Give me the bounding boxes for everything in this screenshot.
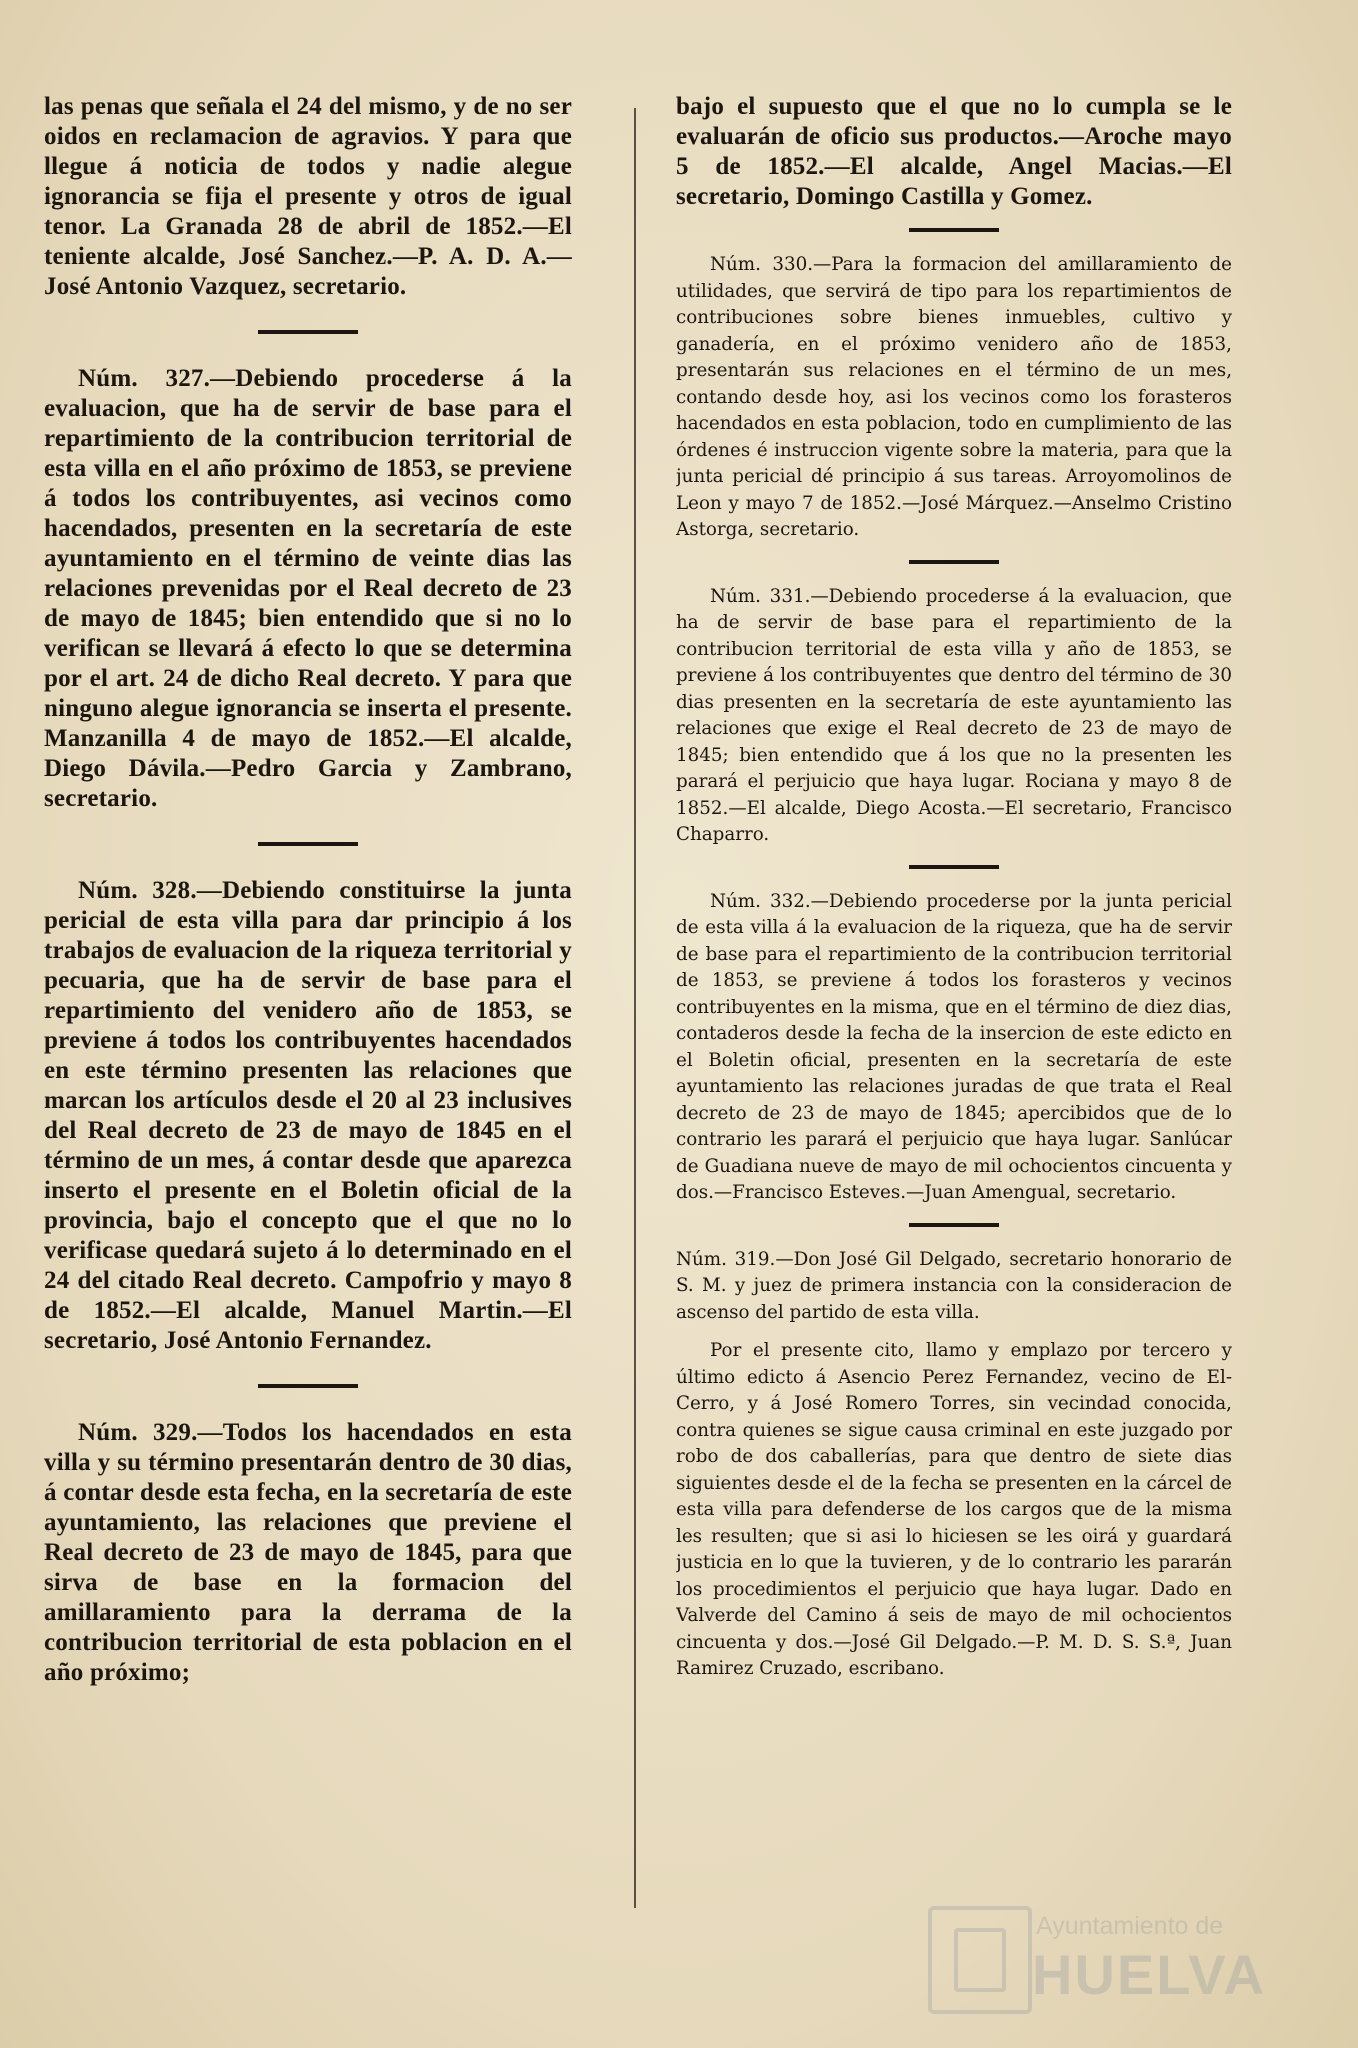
notice-332: Núm. 332.—Debiendo procederse por la junta pericial de esta villa á la evaluacion de la riqueza, que ha de servir de base para el repartimiento de la contribucion territorial de 1853, se previene á todos los forasteros y vecinos contribuyentes en la misma, que en el término de diez dias, contaderos desde la fecha de la insercion de este edicto en el Boletin oficial, presenten en la secretaría de este ayuntamiento las relaciones juradas de que trata el Real decreto de 23 de mayo de 1845; apercibidos que de lo contrario les parará el perjuicio que haya lugar. Sanlúcar de Guadiana nueve de mayo de mil ochocientos cincuenta y dos.—Francisco Esteves.—Juan Amengual, secretario. [676,890,1232,1203]
section-rule [909,560,999,564]
notice-327: Núm. 327.—Debiendo procederse á la evaluacion, que ha de servir de base para el repartimiento de la contribucion territorial de esta villa en el año próximo de 1853, se previene á todos los contribuyentes, asi vecinos como hacendados, presenten en la secretaría de este ayuntamiento en el término de veinte dias las relaciones prevenidas por el Real decreto de 23 de mayo de 1845; bien entendido que si no lo verifican se llevará á efecto lo que se determina por el art. 24 de dicho Real decreto. Y para que ninguno alegue ignorancia se inserta el presente. Manzanilla 4 de mayo de 1852.—El alcalde, Diego Dávila.—Pedro Garcia y Zambrano, secretario. [44,365,572,812]
right-column [676,92,1232,2008]
watermark-line2: HUELVA [1032,1943,1266,2006]
notice-328: Núm. 328.—Debiendo constituirse la junta pericial de esta villa para dar principio á los trabajos de evaluacion de la riqueza territorial y pecuaria, que ha de servir de base para el repartimiento del venidero año de 1853, se previene á todos los contribuyentes hacendados en este término presenten las relaciones que marcan los artículos desde el 20 al 23 inclusives del Real decreto de 23 de mayo de 1845 en el término de un mes, á contar desde que aparezca inserto el presente en el Boletin oficial de la provincia, bajo el concepto que el que no lo verificase quedará sujeto á lo determinado en el 24 del citado Real decreto. Campofrio y mayo 8 de 1852.—El alcalde, Manuel Martin.—El secretario, José Antonio Fernandez. [44,877,572,1354]
notice-319-heading: Núm. 319.—Don José Gil Delgado, secretario honorario de S. M. y juez de primera instancia con la consideracion de ascenso del partido de esta villa. [676,1248,1232,1323]
section-rule [909,1223,999,1227]
section-rule [258,330,358,334]
left-column [44,92,572,2008]
notice-329-continuation: bajo el supuesto que el que no lo cumpla se le evaluarán de oficio sus productos.—Aroche mayo 5 de 1852.—El alcalde, Angel Macias.—El secretario, Domingo Castilla y Gomez. [676,93,1232,210]
notice-331: Núm. 331.—Debiendo procederse á la evaluacion, que ha de servir de base para el repartimiento de la contribucion territorial de esta villa y año de 1853, se previene á los contribuyentes que dentro del término de 30 dias presenten en la secretaría de este ayuntamiento las relaciones que exige el Real decreto de 23 de mayo de 1845; bien entendido que á los que no la presenten les parará el perjuicio que haya lugar. Rociana y mayo 8 de 1852.—El alcalde, Diego Acosta.—El secretario, Francisco Chaparro. [676,585,1232,845]
archive-watermark [928,1902,1288,2012]
section-rule [909,865,999,869]
notice-330: Núm. 330.—Para la formacion del amillaramiento de utilidades, que servirá de tipo para los repartimientos de contribuciones sobre bienes inmuebles, cultivo y ganadería, en el próximo venidero año de 1853, presentarán sus relaciones en el término de un mes, contando desde hoy, asi los vecinos como los forasteros hacendados en esta poblacion, todo en cumplimiento de las órdenes é instruccion vigente sobre la materia, para que la junta pericial dé principio á sus tareas. Arroyomolinos de Leon y mayo 7 de 1852.—José Márquez.—Anselmo Cristino Astorga, secretario. [676,254,1232,540]
notice-329: Núm. 329.—Todos los hacendados en esta villa y su término presentarán dentro de 30 dias, á contar desde esta fecha, en la secretaría de este ayuntamiento, las relaciones que previene el Real decreto de 23 de mayo de 1845, para que sirva de base en la formacion del amillaramiento para la derrama de la contribucion territorial de esta poblacion en el año próximo; [44,1419,572,1686]
notice-319-body: Por el presente cito, llamo y emplazo por tercero y último edicto á Asencio Perez Fernandez, vecino de El-Cerro, y á José Romero Torres, sin vecindad conocida, contra quienes se sigue causa criminal en este juzgado por robo de dos caballerías, para que dentro de siete dias siguientes desde el de la fecha se presenten en la cárcel de esta villa para defenderse de los cargos que de la misma les resulten; que si asi lo hiciesen se les oirá y guardará justicia en lo que la tuvieren, y de lo contrario les pararán los procedimientos el perjuicio que haya lugar. Dado en Valverde del Camino á seis de mayo de mil ochocientos cincuenta y dos.—José Gil Delgado.—P. M. D. S. S.ª, Juan Ramirez Cruzado, escribano. [676,1340,1232,1679]
article-continuation: las penas que señala el 24 del mismo, y de no ser oidos en reclamacion de agravios. Y para que llegue á noticia de todos y nadie alegue ignorancia se fija el presente y otros de igual tenor. La Granada 28 de abril de 1852.—El teniente alcalde, José Sanchez.—P. A. D. A.—José Antonio Vazquez, secretario. [44,93,572,300]
section-rule [258,842,358,846]
column-divider [634,108,636,1908]
section-rule [258,1384,358,1388]
huelva-logo-icon [928,1906,1032,2014]
watermark-line1: Ayuntamiento de [1036,1912,1224,1940]
section-rule [909,228,999,232]
